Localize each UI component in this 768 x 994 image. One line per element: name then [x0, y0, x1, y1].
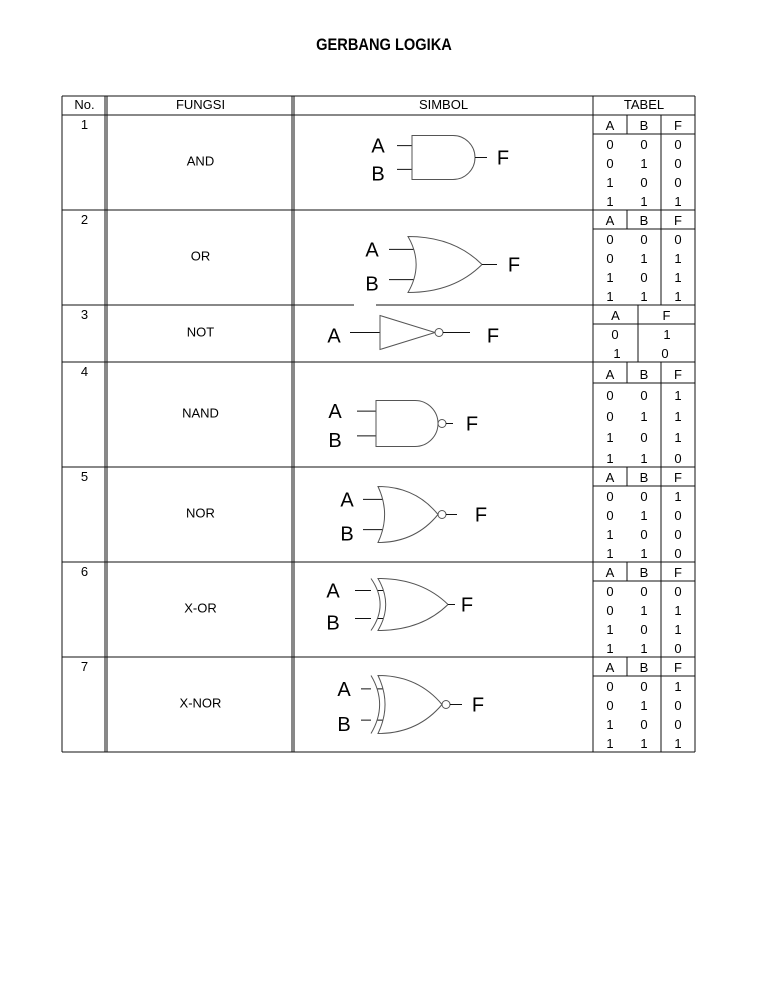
truth-table-cell: 0 [674, 698, 682, 713]
truth-table-cell: 1 [606, 289, 614, 304]
function-name: NAND [182, 405, 219, 421]
truth-table-cell: 1 [674, 409, 682, 424]
truth-table-header: F [674, 660, 682, 675]
truth-table-cell: 1 [640, 698, 648, 713]
truth-table-cell: 0 [606, 156, 614, 171]
truth-table-cell: 1 [674, 679, 682, 694]
input-label-a: A [371, 135, 385, 158]
truth-table-cell: 1 [663, 327, 671, 342]
truth-table-cell: 0 [674, 527, 682, 542]
truth-table-cell: 1 [640, 251, 648, 266]
xor-gate-icon [326, 579, 473, 635]
truth-table-cell: 0 [640, 527, 648, 542]
row-number: 1 [80, 117, 89, 132]
truth-table-cell: 0 [606, 584, 614, 599]
truth-table-cell: 0 [674, 156, 682, 171]
function-name: OR [190, 248, 211, 264]
truth-table-cell: 0 [640, 717, 648, 732]
and-gate-icon [371, 136, 509, 186]
truth-table-cell: 1 [640, 603, 648, 618]
truth-table-cell: 1 [674, 430, 682, 445]
truth-table-header: F [674, 118, 682, 133]
truth-table-cell: 1 [674, 622, 682, 637]
truth-table-cell: 1 [613, 346, 621, 361]
truth-table-header: B [639, 565, 649, 580]
truth-table-cell: 0 [606, 388, 614, 403]
truth-table [593, 115, 695, 210]
input-label-b: B [371, 163, 385, 186]
truth-table-cell: 1 [674, 736, 682, 751]
table-header [74, 97, 664, 112]
truth-table-cell: 1 [606, 622, 614, 637]
truth-table-cell: 1 [640, 736, 648, 751]
truth-table-cell: 0 [606, 679, 614, 694]
row-number: 2 [80, 212, 89, 227]
input-label-a: A [327, 325, 341, 348]
truth-table-header: B [639, 660, 649, 675]
truth-table-cell: 0 [640, 270, 648, 285]
truth-table-cell: 1 [606, 527, 614, 542]
truth-table-cell: 1 [606, 546, 614, 561]
truth-table-cell: 1 [640, 508, 648, 523]
header-simbol: SIMBOL [418, 97, 469, 112]
table-row [62, 305, 695, 362]
truth-table-cell: 0 [606, 508, 614, 523]
truth-table-cell: 0 [640, 430, 648, 445]
input-label-b: B [328, 429, 342, 452]
truth-table-cell: 0 [674, 451, 682, 466]
truth-table-cell: 1 [640, 546, 648, 561]
truth-table-header: F [674, 565, 682, 580]
header-no: No. [74, 97, 95, 112]
not-gate-icon [327, 316, 499, 350]
truth-table [593, 362, 695, 467]
truth-table-cell: 1 [606, 194, 614, 209]
truth-table-cell: 0 [611, 327, 619, 342]
truth-table-header: A [605, 118, 615, 133]
truth-table-cell: 0 [674, 584, 682, 599]
truth-table [593, 305, 695, 362]
truth-table-cell: 0 [606, 137, 614, 152]
truth-table-header: A [605, 470, 615, 485]
truth-table-cell: 0 [640, 388, 648, 403]
truth-table-header: F [662, 308, 671, 323]
function-name: NOT [186, 324, 215, 340]
input-label-a: A [326, 580, 340, 603]
truth-table-cell: 1 [606, 175, 614, 190]
truth-table-cell: 1 [674, 489, 682, 504]
truth-table [593, 562, 695, 657]
truth-table-cell: 1 [640, 409, 648, 424]
truth-table-cell: 1 [674, 388, 682, 403]
truth-table-header: A [605, 367, 615, 382]
truth-table-header: A [605, 660, 615, 675]
row-number: 5 [80, 469, 89, 484]
truth-table-cell: 1 [606, 641, 614, 656]
truth-table-cell: 0 [606, 698, 614, 713]
truth-table-cell: 0 [640, 679, 648, 694]
truth-table-cell: 1 [640, 156, 648, 171]
xnor-gate-icon [337, 676, 484, 737]
function-name: NOR [186, 505, 215, 521]
truth-table-cell: 0 [640, 137, 648, 152]
truth-table-header: F [674, 470, 682, 485]
output-label-f: F [460, 594, 474, 617]
truth-table-cell: 0 [674, 508, 682, 523]
truth-table-cell: 1 [606, 717, 614, 732]
truth-table-header: B [639, 213, 649, 228]
truth-table-cell: 1 [674, 289, 682, 304]
input-label-a: A [340, 489, 354, 512]
truth-table-cell: 0 [674, 232, 682, 247]
input-label-b: B [337, 714, 351, 737]
truth-table-cell: 1 [606, 451, 614, 466]
truth-table-cell: 0 [640, 489, 648, 504]
truth-table-cell: 0 [606, 232, 614, 247]
output-label-f: F [486, 325, 500, 348]
truth-table-cell: 1 [606, 270, 614, 285]
or-gate-icon [365, 237, 520, 296]
truth-table-cell: 1 [640, 641, 648, 656]
truth-table-cell: 0 [606, 409, 614, 424]
row-number: 4 [80, 364, 89, 379]
truth-table-header: B [639, 470, 649, 485]
truth-table-cell: 0 [640, 232, 648, 247]
output-label-f: F [474, 504, 488, 527]
truth-table-cell: 1 [674, 251, 682, 266]
header-tabel: TABEL [623, 97, 665, 112]
input-label-b: B [340, 523, 354, 546]
truth-table-cell: 0 [640, 175, 648, 190]
truth-table-cell: 1 [606, 736, 614, 751]
header-fungsi: FUNGSI [175, 97, 226, 112]
truth-table [593, 657, 695, 752]
truth-table-header: F [674, 367, 682, 382]
input-label-b: B [326, 612, 340, 635]
truth-table-cell: 0 [606, 489, 614, 504]
output-label-f: F [507, 254, 521, 277]
truth-table-cell: 1 [640, 194, 648, 209]
truth-table-cell: 1 [674, 194, 682, 209]
truth-table-header: B [639, 367, 649, 382]
function-name: X-NOR [179, 695, 222, 711]
output-label-f: F [465, 413, 479, 436]
truth-table-cell: 1 [640, 289, 648, 304]
row-number: 6 [80, 564, 89, 579]
truth-table [593, 210, 695, 305]
truth-table-cell: 0 [674, 546, 682, 561]
nor-gate-icon [340, 487, 487, 546]
truth-table-header: F [674, 213, 682, 228]
table-row [62, 467, 695, 562]
row-number: 7 [80, 659, 89, 674]
truth-table [593, 467, 695, 562]
truth-table-header: A [605, 565, 615, 580]
truth-table-cell: 0 [674, 137, 682, 152]
nand-gate-icon [328, 401, 478, 452]
output-label-f: F [471, 694, 485, 717]
truth-table-cell: 0 [674, 717, 682, 732]
truth-table-cell: 0 [674, 641, 682, 656]
truth-table-cell: 1 [674, 603, 682, 618]
truth-table-cell: 0 [606, 251, 614, 266]
row-number: 3 [80, 307, 89, 322]
output-label-f: F [496, 147, 510, 170]
truth-table-header: A [611, 308, 620, 323]
truth-table-cell: 0 [606, 603, 614, 618]
truth-table-cell: 0 [674, 175, 682, 190]
input-label-b: B [365, 273, 379, 296]
input-label-a: A [365, 239, 379, 262]
truth-table-header: B [639, 118, 649, 133]
function-name: AND [186, 153, 215, 169]
input-label-a: A [337, 678, 351, 701]
function-name: X-OR [184, 600, 217, 616]
truth-table-cell: 0 [640, 584, 648, 599]
truth-table-cell: 1 [674, 270, 682, 285]
truth-table-cell: 0 [640, 622, 648, 637]
truth-table-header: A [605, 213, 615, 228]
truth-table-cell: 0 [661, 346, 669, 361]
truth-table-cell: 1 [640, 451, 648, 466]
input-label-a: A [328, 401, 342, 424]
page-title: GERBANG LOGIKA [316, 35, 452, 54]
truth-table-cell: 1 [606, 430, 614, 445]
